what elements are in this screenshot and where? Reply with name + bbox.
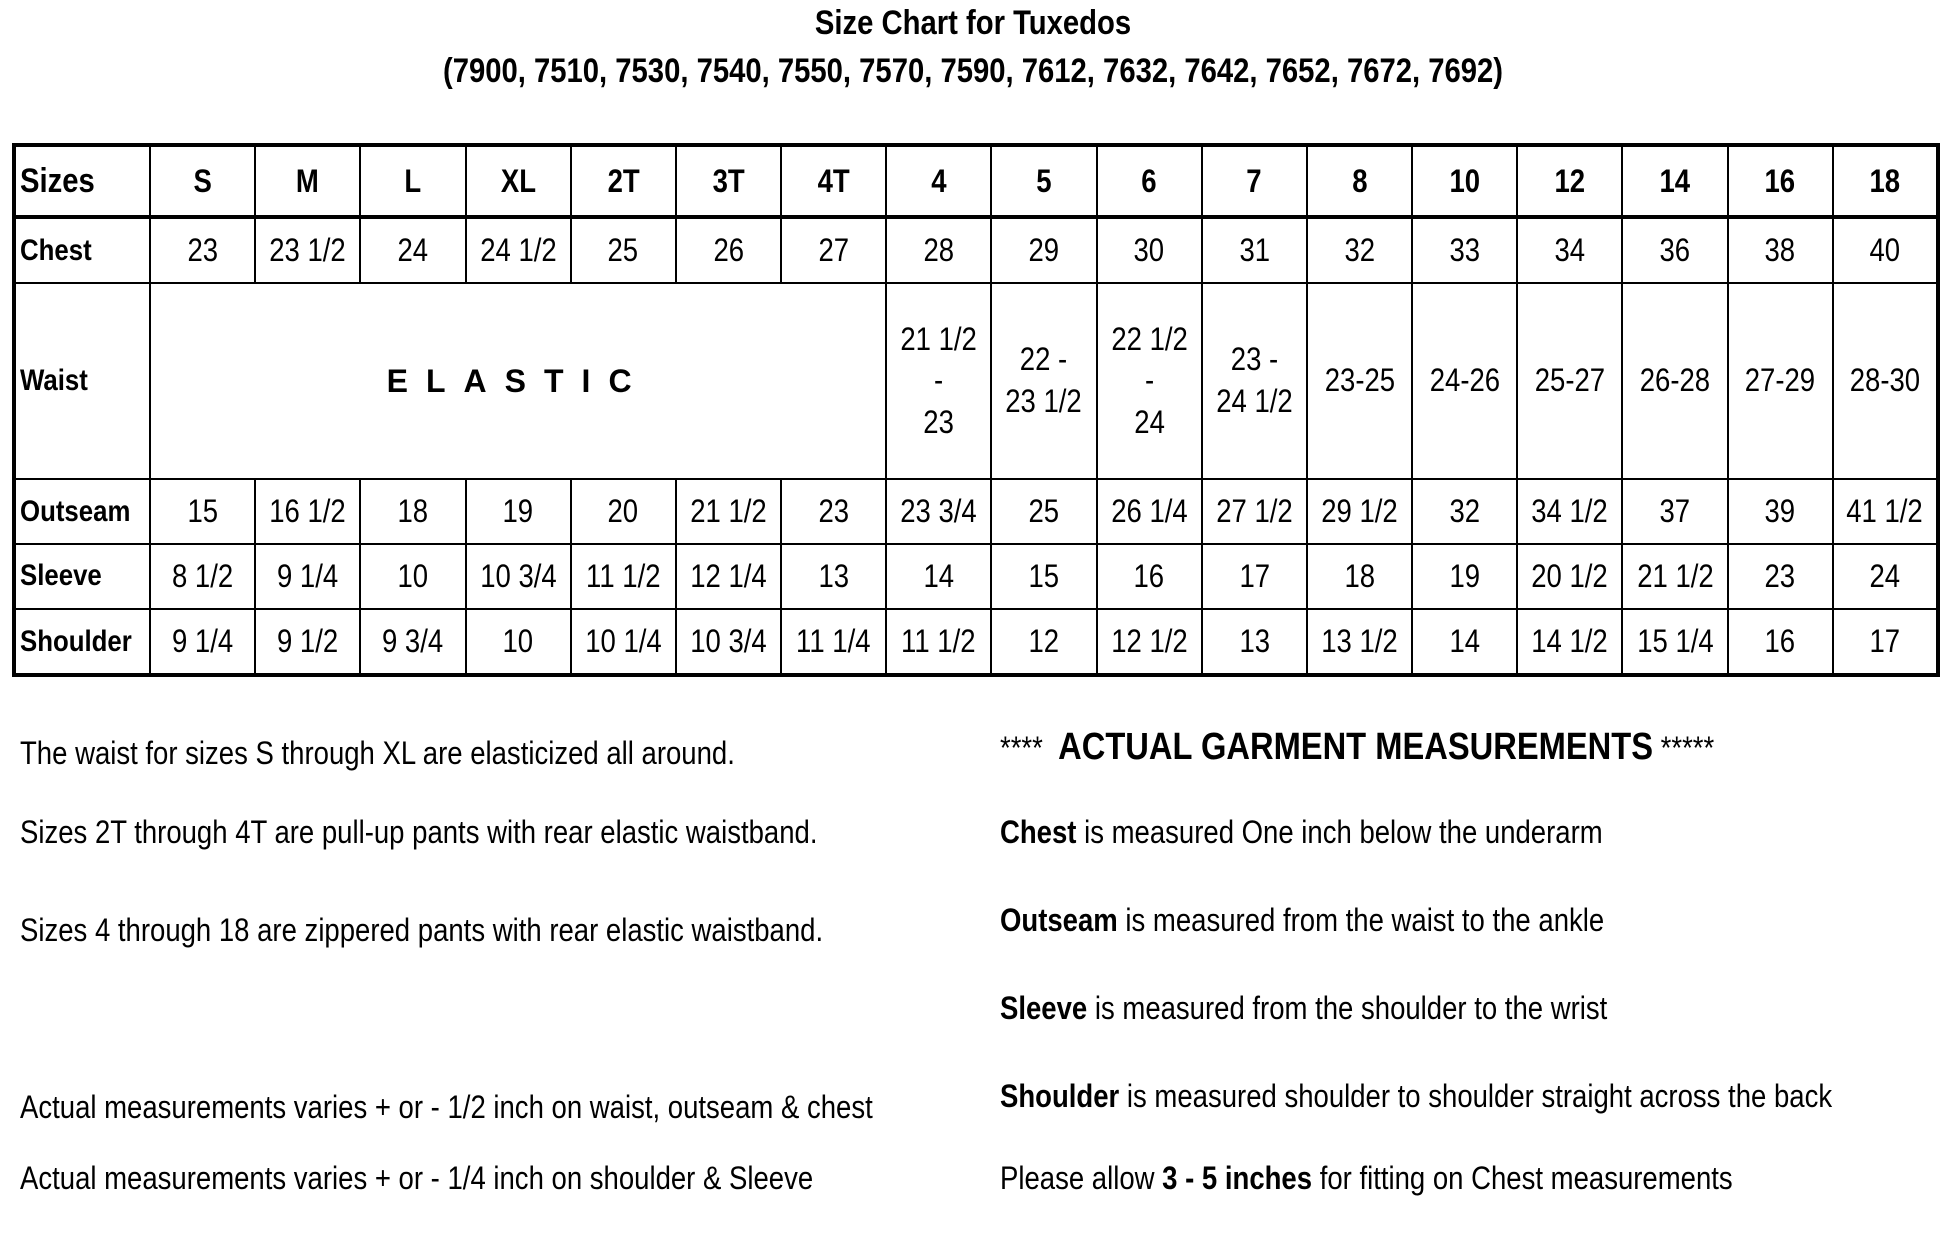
outseam-cell: 23 — [781, 479, 886, 544]
chest-cell: 34 — [1517, 217, 1622, 283]
sleeve-cell: 23 — [1728, 544, 1833, 609]
outseam-cell: 23 3/4 — [886, 479, 991, 544]
head-cell: S — [150, 145, 255, 217]
def-sleeve: Sleeve is measured from the shoulder to the wrist — [1000, 990, 1608, 1026]
head-cell: 16 — [1728, 145, 1833, 217]
shoulder-cell: 11 1/2 — [886, 609, 991, 675]
chest-cell: 29 — [991, 217, 1096, 283]
note-variance-waist: Actual measurements varies + or - 1/2 inch on waist, outseam & chest — [20, 1089, 873, 1125]
outseam-cell: 26 1/4 — [1097, 479, 1202, 544]
shoulder-cell: 10 — [466, 609, 571, 675]
head-cell: 8 — [1307, 145, 1412, 217]
size-table — [12, 143, 1940, 677]
note-pull-up-pants: Sizes 2T through 4T are pull-up pants with rear elastic waistband. — [20, 814, 818, 850]
head-cell: 5 — [991, 145, 1096, 217]
shoulder-cell: 9 1/4 — [150, 609, 255, 675]
row-label-chest: Chest — [14, 217, 150, 283]
outseam-cell: 39 — [1728, 479, 1833, 544]
outseam-cell: 16 1/2 — [255, 479, 360, 544]
waist-cell: 25-27 — [1517, 283, 1622, 479]
outseam-cell: 20 — [571, 479, 676, 544]
outseam-cell: 25 — [991, 479, 1096, 544]
shoulder-cell: 11 1/4 — [781, 609, 886, 675]
chest-cell: 23 — [150, 217, 255, 283]
shoulder-cell: 15 1/4 — [1622, 609, 1727, 675]
head-cell: 14 — [1622, 145, 1727, 217]
head-cell: 12 — [1517, 145, 1622, 217]
chest-cell: 24 1/2 — [466, 217, 571, 283]
waist-cell: 24-26 — [1412, 283, 1517, 479]
heading-stars-left: **** — [1000, 730, 1043, 766]
def-outseam: Outseam is measured from the waist to the ankle — [1000, 902, 1605, 938]
sleeve-cell: 15 — [991, 544, 1096, 609]
head-cell: 3T — [676, 145, 781, 217]
sleeve-cell: 9 1/4 — [255, 544, 360, 609]
waist-cell: 22 1/2 - 24 — [1097, 283, 1202, 479]
chest-cell: 26 — [676, 217, 781, 283]
chest-cell: 36 — [1622, 217, 1727, 283]
sleeve-cell: 18 — [1307, 544, 1412, 609]
sleeve-cell: 21 1/2 — [1622, 544, 1727, 609]
chest-cell: 40 — [1833, 217, 1938, 283]
heading-stars-right: ***** — [1660, 730, 1715, 766]
head-cell: M — [255, 145, 360, 217]
chest-cell: 32 — [1307, 217, 1412, 283]
waist-cell: 23-25 — [1307, 283, 1412, 479]
heading-text: ACTUAL GARMENT MEASUREMENTS — [1058, 726, 1654, 768]
head-cell: 7 — [1202, 145, 1307, 217]
def-shoulder: Shoulder is measured shoulder to shoulder straight across the back — [1000, 1078, 1833, 1114]
outseam-cell: 27 1/2 — [1202, 479, 1307, 544]
sleeve-cell: 16 — [1097, 544, 1202, 609]
head-cell: 4 — [886, 145, 991, 217]
sleeve-row — [14, 544, 1938, 609]
head-cell: 18 — [1833, 145, 1938, 217]
shoulder-cell: 10 1/4 — [571, 609, 676, 675]
shoulder-cell: 12 1/2 — [1097, 609, 1202, 675]
shoulder-cell: 10 3/4 — [676, 609, 781, 675]
shoulder-cell: 9 3/4 — [360, 609, 465, 675]
sleeve-cell: 13 — [781, 544, 886, 609]
chest-cell: 23 1/2 — [255, 217, 360, 283]
sleeve-cell: 10 3/4 — [466, 544, 571, 609]
sleeve-cell: 24 — [1833, 544, 1938, 609]
waist-cell: 27-29 — [1728, 283, 1833, 479]
shoulder-cell: 14 1/2 — [1517, 609, 1622, 675]
sleeve-cell: 20 1/2 — [1517, 544, 1622, 609]
shoulder-cell: 16 — [1728, 609, 1833, 675]
outseam-cell: 34 1/2 — [1517, 479, 1622, 544]
waist-row — [14, 283, 1938, 479]
outseam-cell: 29 1/2 — [1307, 479, 1412, 544]
shoulder-row — [14, 609, 1938, 675]
row-label-shoulder: Shoulder — [14, 609, 150, 675]
chest-cell: 24 — [360, 217, 465, 283]
head-cell: 4T — [781, 145, 886, 217]
head-cell: 10 — [1412, 145, 1517, 217]
chest-row — [14, 217, 1938, 283]
chest-cell: 27 — [781, 217, 886, 283]
waist-cell: 28-30 — [1833, 283, 1938, 479]
outseam-row — [14, 479, 1938, 544]
waist-cell: 21 1/2 - 23 — [886, 283, 991, 479]
outseam-cell: 18 — [360, 479, 465, 544]
head-cell: 2T — [571, 145, 676, 217]
shoulder-cell: 13 1/2 — [1307, 609, 1412, 675]
note-zippered-pants: Sizes 4 through 18 are zippered pants with rear elastic waistband. — [20, 912, 824, 948]
waist-cell: 26-28 — [1622, 283, 1727, 479]
shoulder-cell: 14 — [1412, 609, 1517, 675]
size-header-row — [14, 145, 1938, 217]
def-chest: Chest is measured One inch below the underarm — [1000, 814, 1603, 850]
waist-elastic-cell: ELASTIC — [150, 283, 886, 479]
note-fitting-allowance: Please allow 3 - 5 inches for fitting on Chest measurements — [1000, 1160, 1733, 1196]
chest-cell: 28 — [886, 217, 991, 283]
outseam-cell: 37 — [1622, 479, 1727, 544]
outseam-cell: 19 — [466, 479, 571, 544]
chest-cell: 31 — [1202, 217, 1307, 283]
head-cell: L — [360, 145, 465, 217]
chart-subtitle: (7900, 7510, 7530, 7540, 7550, 7570, 7590, 7612, 7632, 7642, 7652, 7672, 7692) — [442, 52, 1504, 90]
chest-cell: 25 — [571, 217, 676, 283]
sleeve-cell: 11 1/2 — [571, 544, 676, 609]
sleeve-cell: 10 — [360, 544, 465, 609]
shoulder-cell: 13 — [1202, 609, 1307, 675]
row-label-waist: Waist — [14, 283, 150, 479]
sleeve-cell: 12 1/4 — [676, 544, 781, 609]
waist-cell: 23 - 24 1/2 — [1202, 283, 1307, 479]
head-cell: 6 — [1097, 145, 1202, 217]
outseam-cell: 32 — [1412, 479, 1517, 544]
note-variance-shoulder: Actual measurements varies + or - 1/4 inch on shoulder & Sleeve — [20, 1160, 814, 1196]
sleeve-cell: 14 — [886, 544, 991, 609]
shoulder-cell: 17 — [1833, 609, 1938, 675]
sleeve-cell: 19 — [1412, 544, 1517, 609]
waist-cell: 22 - 23 1/2 — [991, 283, 1096, 479]
outseam-cell: 15 — [150, 479, 255, 544]
sleeve-cell: 8 1/2 — [150, 544, 255, 609]
row-label-sizes: Sizes — [14, 145, 150, 217]
row-label-outseam: Outseam — [14, 479, 150, 544]
chest-cell: 38 — [1728, 217, 1833, 283]
sleeve-cell: 17 — [1202, 544, 1307, 609]
head-cell: XL — [466, 145, 571, 217]
chart-title: Size Chart for Tuxedos — [814, 4, 1132, 42]
outseam-cell: 41 1/2 — [1833, 479, 1938, 544]
outseam-cell: 21 1/2 — [676, 479, 781, 544]
chest-cell: 30 — [1097, 217, 1202, 283]
shoulder-cell: 12 — [991, 609, 1096, 675]
chest-cell: 33 — [1412, 217, 1517, 283]
row-label-sleeve: Sleeve — [14, 544, 150, 609]
shoulder-cell: 9 1/2 — [255, 609, 360, 675]
note-waist-elasticized: The waist for sizes S through XL are elasticized all around. — [20, 735, 735, 771]
measurements-heading — [1000, 726, 1714, 769]
